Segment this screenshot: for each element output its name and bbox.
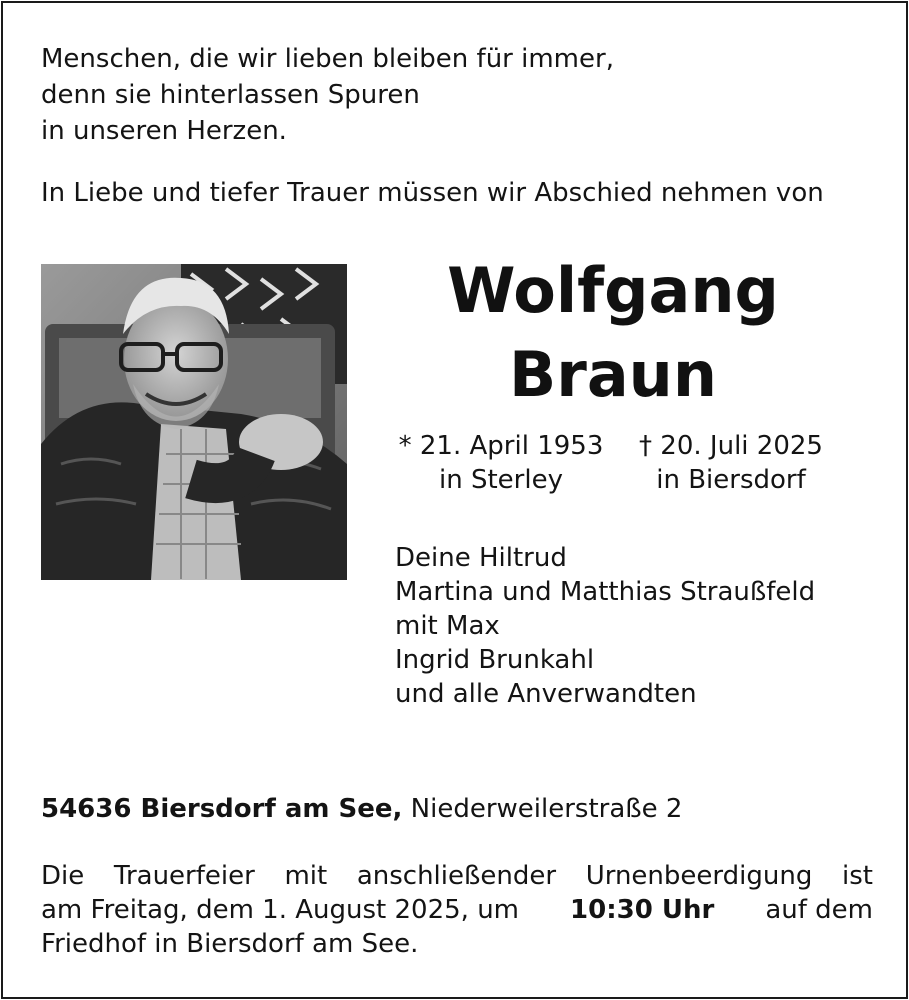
intro-text: In Liebe und tiefer Trauer müssen wir Abschied nehmen von [41,178,824,208]
service-word: mit [284,861,328,891]
service-location-start: auf dem [765,895,873,925]
verse-line-2: denn sie hinterlassen Spuren [41,80,420,110]
portrait-photo [41,264,347,580]
mourner-1: Deine Hiltrud [395,543,567,573]
verse-line-1: Menschen, die wir lieben bleiben für immer, [41,44,614,74]
service-line-1 [41,859,873,893]
address-street: Niederweilerstraße 2 [410,794,683,824]
service-time: 10:30 Uhr [570,895,715,925]
memorial-verse [41,41,614,149]
birth-date: * 21. April 1953 [398,431,604,461]
death-place: in Biersdorf [656,465,806,495]
deceased-last-name: Braun [509,338,717,411]
service-word: Urnenbeerdigung [585,861,813,891]
service-word: ist [841,861,873,891]
service-word: Die [41,861,85,891]
deceased-first-name: Wolfgang [447,254,779,327]
service-date: am Freitag, dem 1. August 2025, um [41,895,520,925]
obituary-notice [1,1,908,999]
mourners-list [395,541,815,711]
mourner-4: Ingrid Brunkahl [395,645,595,675]
address [41,791,682,827]
service-word: Trauerfeier [113,861,255,891]
address-place: 54636 Biersdorf am See, [41,794,403,824]
verse-line-3: in unseren Herzen. [41,116,287,146]
service-announcement [41,859,873,961]
service-line-3: Friedhof in Biersdorf am See. [41,929,419,959]
service-line-2 [41,893,873,927]
service-word: anschließender [356,861,557,891]
birth-place: in Sterley [439,465,563,495]
death-info [631,429,831,497]
birth-info [391,429,611,497]
mourner-2: Martina und Matthias Straußfeld [395,577,816,607]
mourner-3: mit Max [395,611,500,641]
death-date: † 20. Juli 2025 [639,431,823,461]
mourner-5: und alle Anverwandten [395,679,697,709]
